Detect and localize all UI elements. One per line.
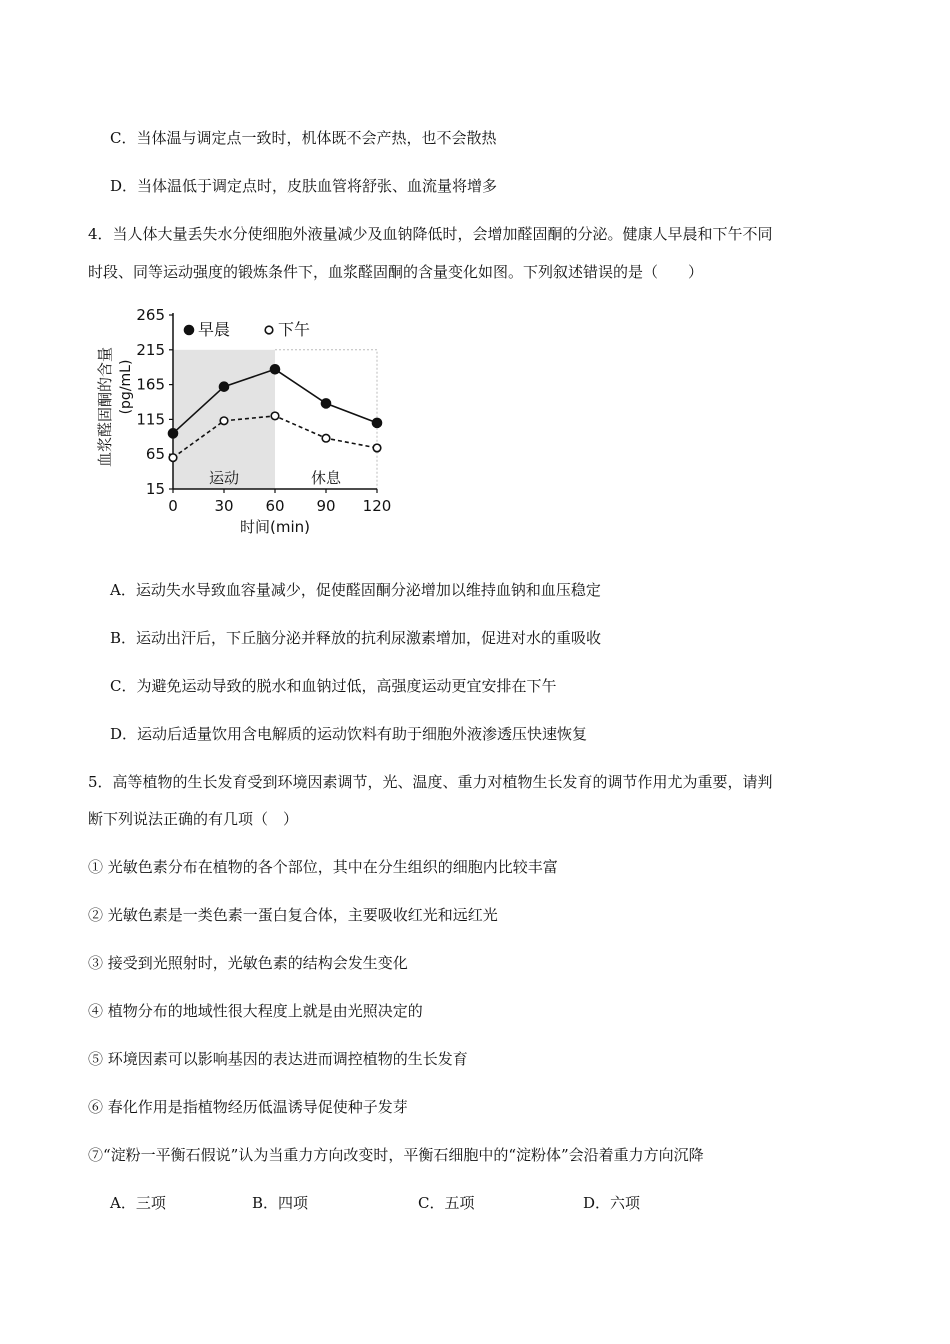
legend-label-1: 下午 [278,320,311,339]
q4-option-a: A．运动失水导致血容量减少，促使醛固酮分泌增加以维持血钠和血压稳定 [110,581,601,599]
q5-statement-7: ⑦“淀粉一平衡石假说”认为当重力方向改变时，平衡石细胞中的“淀粉体”会沿着重力方向沉降 [88,1146,704,1164]
series-1-point-4 [373,444,381,452]
q5-statement-5: ⑤ 环境因素可以影响基因的表达进而调控植物的生长发育 [88,1050,468,1068]
y-tick-label-0: 15 [145,480,165,498]
q3-option-c: C．当体温与调定点一致时，机体既不会产热，也不会散热 [110,129,497,147]
region-label-1: 休息 [310,469,342,487]
q5-statement-1: ① 光敏色素分布在植物的各个部位，其中在分生组织的细胞内比较丰富 [88,858,558,876]
legend-marker-0 [185,326,194,335]
y-tick-label-1: 65 [145,445,165,464]
legend-marker-1 [265,326,273,334]
region-label-0: 运动 [208,469,240,487]
q5-statement-3: ③ 接受到光照射时，光敏色素的结构会发生变化 [88,954,408,972]
y-tick-label-3: 165 [136,375,165,394]
q5-statement-6: ⑥ 春化作用是指植物经历低温诱导促使种子发芽 [88,1098,408,1116]
q5-statement-2: ② 光敏色素是一类色素一蛋白复合体，主要吸收红光和远红光 [88,906,498,924]
series-1-point-2 [271,412,279,420]
series-1-point-1 [220,417,228,425]
aldosterone-chart [90,300,410,550]
q5-choice-d: D．六项 [583,1194,641,1212]
q5-choice-b: B．四项 [252,1194,309,1212]
q4-option-d: D．运动后适量饮用含电解质的运动饮料有助于细胞外液渗透压快速恢复 [110,725,588,743]
series-0-point-3 [322,399,331,408]
q5-statement-4: ④ 植物分布的地域性很大程度上就是由光照决定的 [88,1002,423,1020]
q5-choice-c: C．五项 [418,1194,475,1212]
q4-option-b: B．运动出汗后，下丘脑分泌并释放的抗利尿激素增加，促进对水的重吸收 [110,629,602,647]
legend-label-0: 早晨 [198,320,231,339]
y-tick-label-4: 215 [136,340,165,359]
y-tick-label-5: 265 [136,306,165,324]
y-axis-unit: (pg/mL) [118,359,134,415]
series-0-point-1 [220,382,229,391]
x-axis-label: 时间(min) [240,518,310,536]
x-tick-label-0: 0 [168,497,178,515]
q4-stem-line2: 时段、同等运动强度的锻炼条件下，血浆醛固酮的含量变化如图。下列叙述错误的是（ ） [88,263,704,281]
q4-option-c: C．为避免运动导致的脱水和血钠过低，高强度运动更宜安排在下午 [110,677,557,695]
y-tick-label-2: 115 [136,410,165,429]
q5-stem-line1: 5．高等植物的生长发育受到环境因素调节，光、温度、重力对植物生长发育的调节作用尤为重要，请判 [88,773,773,791]
q5-stem-line2: 断下列说法正确的有几项（ ） [88,810,299,828]
x-tick-label-4: 120 [362,497,392,515]
series-1-point-3 [322,434,330,442]
y-axis-label: 血浆醛固酮的含量 [96,346,114,468]
series-1-point-0 [169,454,177,462]
x-tick-label-3: 90 [316,497,336,515]
series-0-point-4 [373,418,382,427]
series-0-point-0 [169,429,178,438]
x-tick-label-2: 60 [265,497,285,515]
q5-choice-a: A．三项 [110,1194,166,1212]
x-tick-label-1: 30 [214,497,234,515]
series-0-point-2 [271,365,280,374]
q4-stem-line1: 4．当人体大量丢失水分使细胞外液量减少及血钠降低时，会增加醛固酮的分泌。健康人早晨和下午不同 [88,225,773,243]
q3-option-d: D．当体温低于调定点时，皮肤血管将舒张、血流量将增多 [110,177,498,195]
